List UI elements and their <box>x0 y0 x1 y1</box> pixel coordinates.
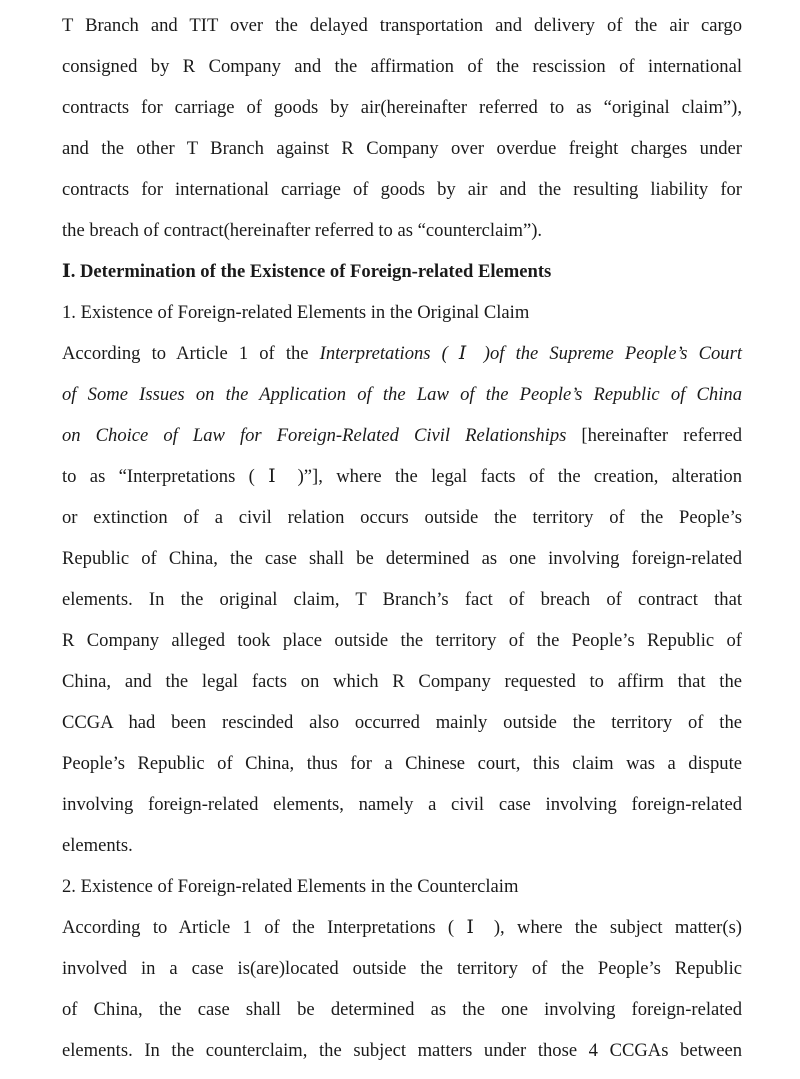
text-line: of China, the case shall be determined as the one involving foreign-related <box>62 999 742 1020</box>
text-line: elements. <box>62 835 133 856</box>
statute-title: of Some Issues on the Application of the Law of the People’s Republic of China <box>62 384 742 405</box>
text-line <box>62 415 742 456</box>
text-line: China, and the legal facts on which R Company requested to affirm that the <box>62 671 742 692</box>
text-line: CCGA had been rescinded also occurred mainly outside the territory of the <box>62 712 742 733</box>
text-line: the breach of contract(hereinafter referred to as “counterclaim”). <box>62 220 543 241</box>
section-heading: Ⅰ. Determination of the Existence of Foreign-related Elements <box>62 261 552 282</box>
text-line: involving foreign-related elements, namely a civil case involving foreign-related <box>62 794 742 815</box>
paragraph-original-claim <box>62 333 742 866</box>
document-page <box>62 5 742 1071</box>
text-line: or extinction of a civil relation occurs outside the territory of the People’s <box>62 507 742 528</box>
text-line: elements. In the counterclaim, the subject matters under those 4 CCGAs between <box>62 1040 742 1061</box>
text-line: involved in a case is(are)located outside the territory of the People’s Republic <box>62 958 742 979</box>
text-line: T Branch and TIT over the delayed transportation and delivery of the air cargo <box>62 15 742 36</box>
text-line: and the other T Branch against R Company over overdue freight charges under <box>62 138 742 159</box>
text-span: According to Article 1 of the <box>62 343 320 364</box>
subsection-heading: 2. Existence of Foreign-related Elements in the Counterclaim <box>62 876 519 897</box>
paragraph-counterclaim <box>62 907 742 1071</box>
text-line: to as “Interpretations ( Ⅰ )”], where the legal facts of the creation, alteration <box>62 466 742 487</box>
statute-title: Interpretations ( Ⅰ )of the Supreme People’s Court <box>319 343 743 364</box>
text-line <box>62 333 742 374</box>
text-line: contracts for international carriage of goods by air and the resulting liability for <box>62 179 742 200</box>
text-line: According to Article 1 of the Interpretations ( Ⅰ ), where the subject matter(s) <box>62 917 742 938</box>
statute-title: on Choice of Law for Foreign-Related Civil Relationships <box>62 425 567 446</box>
text-line: People’s Republic of China, thus for a Chinese court, this claim was a dispute <box>62 753 742 774</box>
text-line: elements. In the original claim, T Branch’s fact of breach of contract that <box>62 589 742 610</box>
subsection-heading: 1. Existence of Foreign-related Elements in the Original Claim <box>62 302 530 323</box>
text-line: consigned by R Company and the affirmation of the rescission of international <box>62 56 742 77</box>
paragraph-claims-intro <box>62 5 742 251</box>
text-line: contracts for carriage of goods by air(hereinafter referred to as “original claim”), <box>62 97 742 118</box>
text-line: R Company alleged took place outside the territory of the People’s Republic of <box>62 630 742 651</box>
text-line: Republic of China, the case shall be determined as one involving foreign-related <box>62 548 742 569</box>
text-span: [hereinafter referred <box>566 425 742 446</box>
